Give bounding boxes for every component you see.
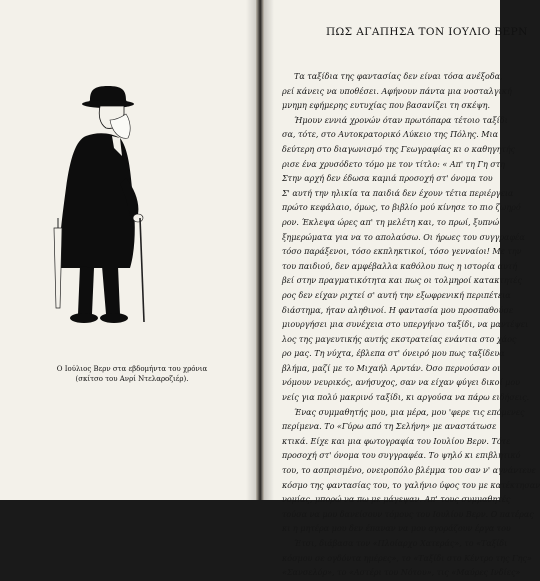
text-line: λος της μαγευτικής αυτής εκστρατείας ενάντια στο χάος <box>282 334 517 344</box>
text-line: Ένας συμμαθητής μου, μια μέρα, μου 'φερε τις επόμενες <box>294 407 525 417</box>
text-line: κι η μητέρα μου δεν έπαναν να μου αγοράζουν έργα του <box>282 524 511 534</box>
text-line: Σ' αυτή την ηλικία τα παιδιά δεν έχουν τέτια περιέργεια <box>282 188 514 198</box>
text-line: ρισε ένα χρυσόδετο τόμο με τον τίτλο: « Απ' τη Γη στη <box>282 159 505 169</box>
text-line: διάστημα, ήταν αληθινοί. Η φαντασία μου προσπαθούσε <box>282 305 514 315</box>
text-line: βλήμα, μαζί με το Μιχαήλ Αρντάν. Όσο περνούσαν οι <box>282 363 501 373</box>
text-line: ρο μας. Τη νύχτα, έβλεπα στ' όνειρό μου πως ταξίδευα <box>282 349 505 359</box>
text-line: του παιδιού, δεν αμφέβαλλα καθόλου πως η ιστορία αυτή <box>282 261 518 271</box>
text-line: νείς για πολύ μακρινό ταξίδι, κι αργούσα να πάρω ειδήσεις. <box>282 393 530 403</box>
text-line: προσοχή στ' όνομα του συγγραφέα. Το ψηλό κι επιβλητικό <box>282 451 521 461</box>
text-line: μνημη εφήμερης ευτυχίας που βασανίζει τη σκέψη. <box>282 101 490 111</box>
text-line: ρεί κάνεις να υποθέσει. Αφήνουν πάντα μια νοσταλγική <box>282 86 512 96</box>
text-line: περίμενα. Το «Γύρω από τη Σελήνη» με αναστάτωσε <box>282 422 497 432</box>
text-line: ξημερώματα για να το απολαύσω. Οι ήρωες του συγγραφέα <box>282 232 525 242</box>
text-line: δεύτερη στο διαγωνισμό της Γεωγραφίας κι ο καθηγητής <box>282 144 516 154</box>
text-line: ρος δεν είχαν ριχτεί σ' αυτή την εξωφρενική περιπέτεια <box>282 290 511 300</box>
figure-caption <box>22 364 242 384</box>
text-line: κόσμο της φαντασίας του, το γαλήνιο ύφος του με κατέκτησαν <box>282 480 540 490</box>
text-line: Στην αρχή δεν έδωσα καμιά προσοχή στ' όνομα του <box>282 174 493 184</box>
text-line: νόμουν νευρικός, ανήσυχος, σαν να είχαν φύγει δικοί μου <box>282 378 521 388</box>
text-line: νομίας, μπορώ να πω με μάγεψαν. Απ' τους συμμαθητές <box>282 495 511 505</box>
jules-verne-sketch <box>40 78 170 333</box>
left-page <box>0 0 256 500</box>
text-line: «Σανσελόρ», το «Αστέρι του Νότου», τις «Μαύρες Ινδίες» <box>282 568 521 578</box>
text-line: τούσα να μου δανείσουν τόμους του Ιουλίου Βερν. Ο πατέρας <box>282 509 534 519</box>
text-line: Έτσι, διάβασα τον «Πλοίαρχο Χατεράς», το «Ταξίδι <box>294 539 508 548</box>
book-gutter <box>256 0 264 500</box>
text-line: κόσμου σε ογδόντα ημέρες», το «Ταξίδι στο Κέντρο της Γης» <box>282 553 532 563</box>
text-line: σα, τότε, στο Αυτοκρατορικό Λύκειο της Πόλης. Μια <box>282 130 499 140</box>
text-line: ρον. Έκλεψα ώρες απ' τη μελέτη και, το πρωί, ξυπνώ <box>282 217 500 227</box>
chapter-heading: ΠΩΣ ΑΓΑΠΗΣΑ ΤΟΝ ΙΟΥΛΙΟ ΒΕΡΝ <box>326 26 528 38</box>
text-line: Ήμουν εννιά χρονών όταν πρωτόπαρα τέτοιο ταξίδι <box>294 115 508 125</box>
text-line: βεί στην πραγματικότητα και πως οι τολμηροί κατακτητές <box>282 276 522 286</box>
caption-line: (σκίτσο του Ανρί Ντελαροζιέρ). <box>75 375 189 383</box>
text-line: μιουργήσει μια συνέχεια στο υπεργήινο ταξίδι, να μαντέψει <box>282 320 529 330</box>
chapter-body <box>282 70 540 581</box>
text-line: του, το ασπρισμένο, ονειροπόλο βλέμμα του σαν ν' αγνάντευε <box>282 466 536 476</box>
text-line: κτικά. Είχε και μια φωτογραφία του Ιουλίου Βερν. Τότε <box>282 436 511 446</box>
text-line: τόσο παράξενοι, τόσο εκπληκτικοί, τόσο γενναίοι! Με την <box>282 247 522 257</box>
text-line: πρώτο κεφάλαιο, όμως, το βιβλίο μού κίνησε το πιο ζωηρό <box>282 203 521 213</box>
text-line: Τα ταξίδια της φαντασίας δεν είναι τόσα ανέξοδα, <box>294 72 503 81</box>
caption-line: Ο Ιούλιος Βερν στα εβδομήντα του χρόνια <box>56 365 208 373</box>
right-page <box>264 0 540 578</box>
